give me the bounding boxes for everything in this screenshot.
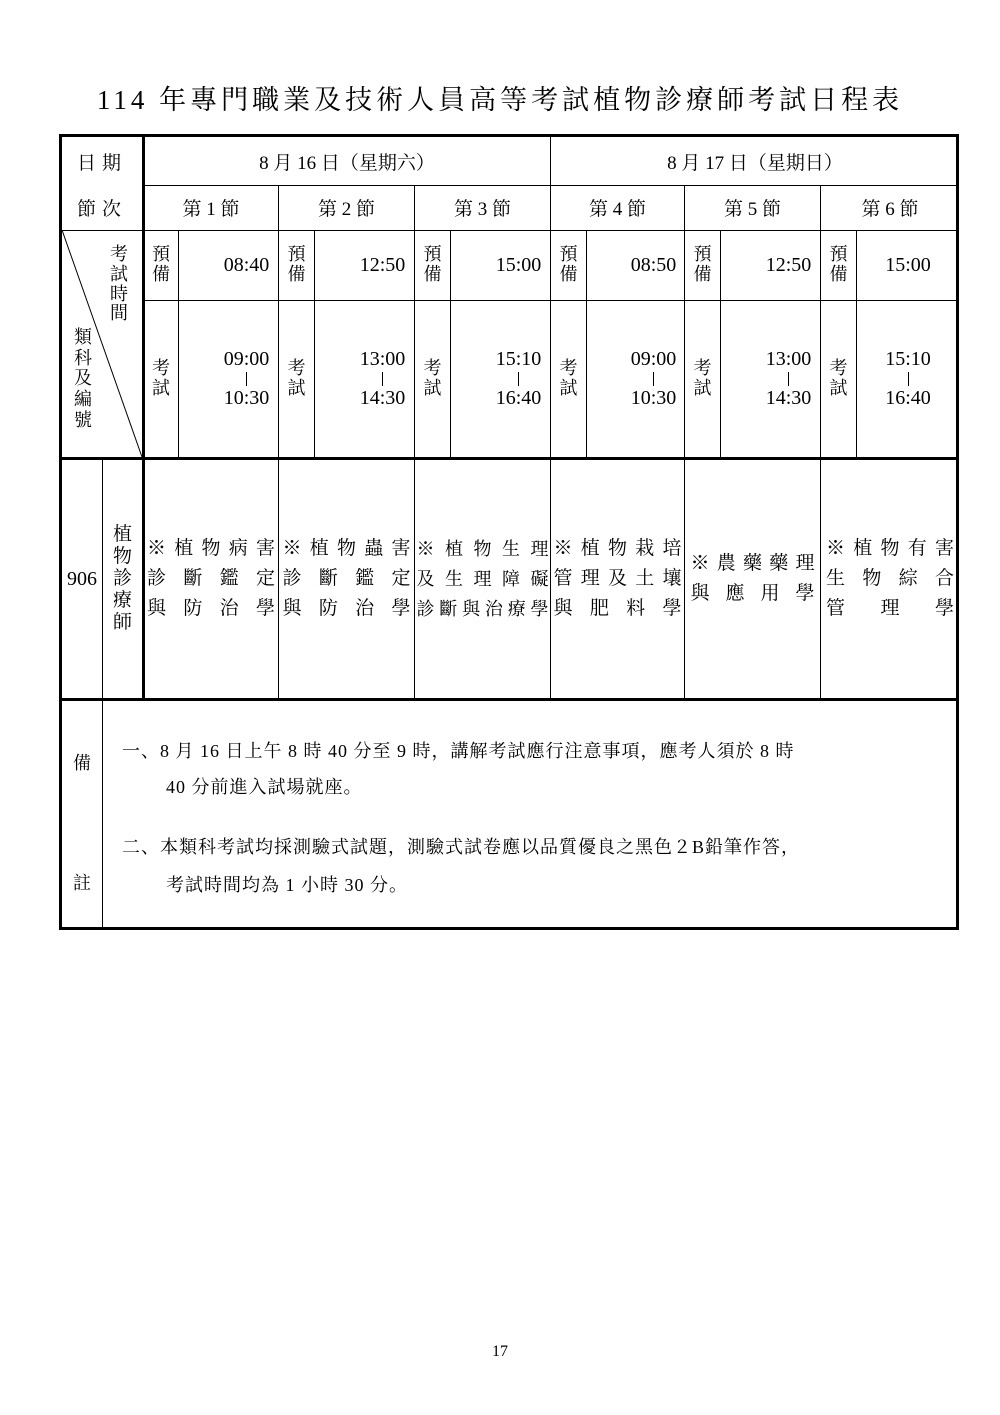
page-number: 17 bbox=[492, 1343, 508, 1360]
session-6-exam-time: 15:10 16:40 bbox=[885, 348, 931, 409]
session-4-exam-time: 09:00 10:30 bbox=[630, 348, 677, 409]
note-1-line-1: 一、8 月 16 日上午 8 時 40 分至 9 時，講解考試應行注意事項，應考人須於 8 時 bbox=[122, 741, 795, 761]
session-1-exam-time: 09:00 10:30 bbox=[223, 348, 270, 409]
category-code: 906 bbox=[67, 567, 97, 590]
session-5-exam-time: 13:00 14:30 bbox=[765, 348, 812, 409]
exam-time-corner-label: 考 試 時 間 bbox=[110, 244, 128, 324]
session-3-prep-time: 15:00 bbox=[495, 253, 542, 276]
session-label: 節次 bbox=[76, 199, 127, 220]
exam-tag: 考 試 bbox=[829, 358, 848, 398]
date-label: 日期 bbox=[76, 152, 127, 174]
note-2-line-2: 考試時間均為 1 小時 30 分。 bbox=[166, 875, 408, 895]
category-corner-label: 類 科 及 編 號 bbox=[74, 327, 92, 430]
exam-tag: 考 試 bbox=[559, 358, 578, 398]
session-5-prep-time: 12:50 bbox=[765, 253, 812, 276]
session-2-prep-time: 12:50 bbox=[359, 253, 406, 276]
category-name: 植 物 診 療 師 bbox=[112, 524, 132, 633]
session-1-label: 第 1 節 bbox=[182, 199, 240, 220]
exam-tag: 考 試 bbox=[423, 358, 442, 398]
exam-schedule-table bbox=[59, 134, 959, 930]
session-5-label: 第 5 節 bbox=[723, 199, 781, 220]
session-4-label: 第 4 節 bbox=[588, 199, 646, 220]
exam-tag: 考 試 bbox=[152, 358, 170, 398]
session-6-subject: ※植物有害 生物綜合 管理學 bbox=[826, 538, 954, 619]
session-1-subject: ※植物病害 診斷鑑定 與防治學 bbox=[147, 538, 275, 619]
session-4-prep-time: 08:50 bbox=[630, 253, 677, 276]
prep-tag: 預 備 bbox=[287, 244, 306, 284]
session-3-exam-time: 15:10 16:40 bbox=[495, 348, 542, 409]
session-4-subject: ※植物栽培 管理及土壤 與肥料學 bbox=[553, 538, 682, 619]
note-1-line-2: 40 分前進入試場就座。 bbox=[166, 777, 363, 797]
notes-label-top: 備 bbox=[73, 753, 91, 773]
session-2-exam-time: 13:00 14:30 bbox=[359, 348, 406, 409]
session-2-subject: ※植物蟲害 診斷鑑定 與防治學 bbox=[282, 538, 411, 619]
day1-header: 8 月 16 日（星期六） bbox=[259, 152, 435, 174]
session-6-label: 第 6 節 bbox=[861, 199, 919, 220]
exam-tag: 考 試 bbox=[287, 358, 306, 398]
session-5-subject: ※農藥藥理 與應用學 bbox=[690, 553, 815, 604]
session-1-prep-time: 08:40 bbox=[223, 253, 270, 276]
notes-label-bottom: 註 bbox=[73, 873, 91, 893]
prep-tag: 預 備 bbox=[152, 244, 170, 284]
prep-tag: 預 備 bbox=[829, 244, 848, 284]
day2-header: 8 月 17 日（星期日） bbox=[667, 152, 843, 174]
session-6-prep-time: 15:00 bbox=[885, 253, 931, 276]
session-2-label: 第 2 節 bbox=[317, 199, 375, 220]
session-3-subject: ※植物生理 及生理障礙 診斷與治療學 bbox=[416, 539, 549, 619]
prep-tag: 預 備 bbox=[559, 244, 578, 284]
prep-tag: 預 備 bbox=[423, 244, 442, 284]
session-3-label: 第 3 節 bbox=[453, 199, 511, 220]
exam-tag: 考 試 bbox=[693, 358, 712, 398]
page-title: 114 年專門職業及技術人員高等考試植物診療師考試日程表 bbox=[96, 85, 904, 115]
prep-tag: 預 備 bbox=[693, 244, 712, 284]
note-2-line-1: 二、本類科考試均採測驗式試題，測驗式試卷應以品質優良之黑色２B鉛筆作答， bbox=[122, 837, 801, 857]
grid-line bbox=[62, 698, 959, 701]
